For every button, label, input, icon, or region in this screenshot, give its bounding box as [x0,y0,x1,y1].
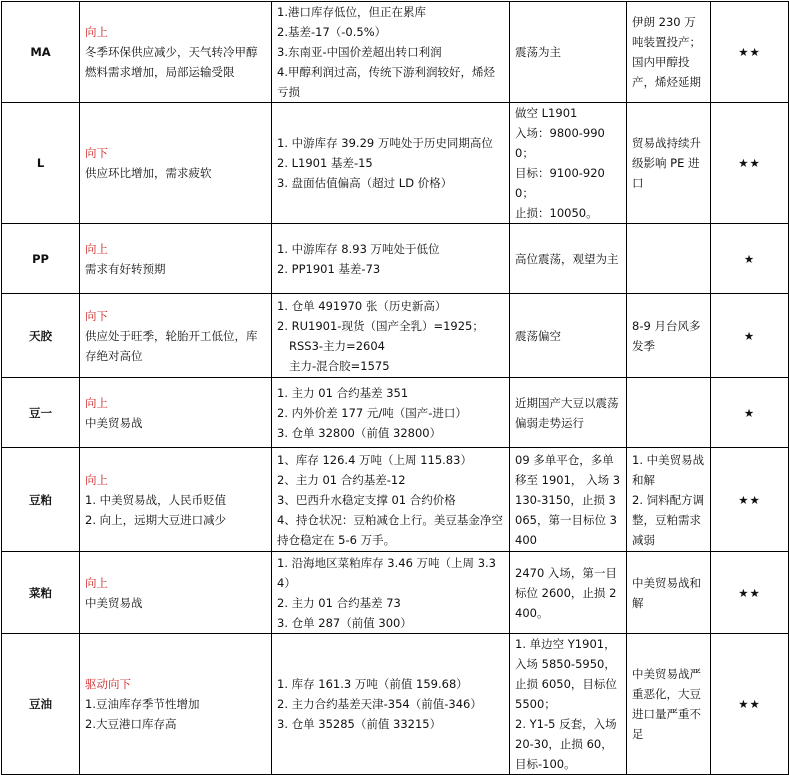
strategy-cell [510,448,627,552]
direction-label: 驱动向下 [85,677,131,691]
direction-cell [80,2,272,103]
direction-label: 向上 [85,472,108,487]
direction-cell [80,224,272,294]
risk-line: 伊朗 230 万吨装置投产；国内甲醇投产，烯烃延期 [632,15,701,89]
strategy-line: 近期国产大豆以震荡偏弱走势运行 [515,395,619,430]
fundamentals-cell [272,378,510,448]
reason-line: 中美贸易战 [85,595,143,610]
fundamental-line: 3. 仓单 287（前值 300） [277,615,412,630]
reason-line: 2. 向上，远期大豆进口减少 [85,512,227,527]
reason-line: 2.大豆港口库存高 [85,717,177,731]
fundamentals-cell [272,224,510,294]
strategy-line: 目标：9100-9200； [515,166,605,200]
strategy-line: 2470 入场，第一目标位 2600，止损 2400。 [515,565,617,620]
rating-stars: ★ [711,378,789,448]
strategy-cell [510,2,627,103]
direction-cell [80,103,272,224]
fundamental-line: 3、巴西升水稳定支撑 01 合约价格 [277,492,456,507]
direction-label: 向上 [85,395,108,410]
rating-stars: ★★ [711,2,789,103]
fundamentals-cell [272,634,510,775]
direction-label: 向下 [85,146,108,160]
fundamental-line: 2. L1901 基差-15 [277,156,373,170]
fundamental-line: 2、主力 01 合约基差-12 [277,472,406,487]
risk-line: 中美贸易战严重恶化，大豆进口量严重不足 [632,667,701,741]
reason-line: 冬季环保供应减少，天气转冷甲醇燃料需求增加，局部运输受限 [85,45,258,79]
risk-cell [627,224,711,294]
strategy-line: 1. 单边空 Y1901，入场 5850-5950，止损 6050，目标位 5500； [515,637,617,711]
risk-line: 中美贸易战和解 [632,575,701,610]
commodity-name: 豆粕 [2,448,80,552]
rating-stars: ★★ [711,103,789,224]
commodity-name: 天胶 [2,294,80,378]
table-row [2,294,789,378]
direction-cell [80,634,272,775]
risk-line: 1. 中美贸易战和解 [632,452,705,487]
fundamental-line: 1. 仓单 491970 张（历史新高） [277,298,447,313]
risk-cell [627,294,711,378]
rating-stars: ★ [711,294,789,378]
strategy-cell [510,103,627,224]
strategy-cell [510,634,627,775]
fundamental-line: 主力-混合胶=1575 [289,358,390,373]
strategy-line: 震荡偏空 [515,328,561,343]
fundamental-line: 4.甲醇利润过高，传统下游利润较好，烯烃亏损 [277,65,495,99]
reason-line: 1. 中美贸易战，人民币贬值 [85,492,227,507]
fundamental-line: 3. 仓单 32800（前值 32800） [277,425,442,440]
risk-cell [627,634,711,775]
direction-cell [80,294,272,378]
table-row [2,634,789,775]
reason-line: 1.豆油库存季节性增加 [85,697,200,711]
fundamental-line: 1.港口库存低位，但正在累库 [277,5,426,19]
strategy-cell [510,224,627,294]
fundamental-line: 1. 中游库存 39.29 万吨处于历史同期高位 [277,136,493,150]
commodity-name: PP [2,224,80,294]
fundamental-line: 1. 主力 01 合约基差 351 [277,385,409,400]
table-row [2,2,789,103]
strategy-line: 做空 L1901 [515,106,578,120]
fundamental-line: 1. 中游库存 8.93 万吨处于低位 [277,241,440,256]
fundamental-line: 2. 主力 01 合约基差 73 [277,595,401,610]
direction-label: 向上 [85,241,108,256]
reason-line: 供应处于旺季，轮胎开工低位，库存绝对高位 [85,328,258,363]
risk-line: 8-9 月台风多发季 [632,318,701,353]
reason-line: 供应环比增加，需求疲软 [85,166,212,180]
commodity-name: L [2,103,80,224]
strategy-line: 2. Y1-5 反套，入场 20-30，止损 60，目标-100。 [515,717,617,771]
rating-stars: ★ [711,224,789,294]
direction-label: 向上 [85,25,108,39]
fundamental-line: 2. 内外价差 177 元/吨（国产-进口） [277,405,467,420]
fundamental-line: 1. 库存 161.3 万吨（前值 159.68） [277,677,468,691]
risk-line: 2. 饲料配方调整，豆粕需求减弱 [632,492,705,547]
rating-stars: ★★ [711,634,789,775]
direction-label: 向上 [85,575,108,590]
risk-cell [627,378,711,448]
strategy-cell [510,294,627,378]
strategy-cell [510,378,627,448]
fundamentals-cell [272,294,510,378]
fundamental-line: 1、库存 126.4 万吨（上周 115.83） [277,452,472,467]
risk-cell [627,448,711,552]
futures-strategy-table [1,1,789,775]
rating-stars: ★★ [711,552,789,634]
fundamentals-cell [272,552,510,634]
fundamental-line: 2. PP1901 基差-73 [277,261,381,276]
strategy-line: 止损：10050。 [515,206,598,220]
fundamental-line: 3.东南亚-中国价差超出转口利润 [277,45,442,59]
commodity-name: 豆油 [2,634,80,775]
strategy-line: 09 多单平仓，多单移至 1901， 入场 3130-3150，止损 3065，第一目标位 3400 [515,452,621,547]
fundamental-line: RSS3-主力=2604 [289,338,385,353]
table-row [2,224,789,294]
rating-stars: ★★ [711,448,789,552]
fundamental-line: 3. 仓单 35285（前值 33215） [277,717,442,731]
risk-cell [627,2,711,103]
strategy-line: 高位震荡，观望为主 [515,251,619,266]
fundamental-line: 3. 盘面估值偏高（超过 LD 价格） [277,176,453,190]
reason-line: 需求有好转预期 [85,261,166,276]
fundamentals-cell [272,448,510,552]
table-row [2,448,789,552]
fundamentals-cell [272,2,510,103]
direction-cell [80,552,272,634]
fundamental-line: 1. 沿海地区菜粕库存 3.46 万吨（上周 3.34） [277,555,496,590]
risk-line: 贸易战持续升级影响 PE 进口 [632,136,701,190]
direction-label: 向下 [85,308,108,323]
table-row [2,378,789,448]
strategy-line: 入场：9800-9900； [515,126,605,160]
fundamental-line: 4、持仓状况：豆粕减仓上行。美豆基金净空持仓稳定在 5-6 万手。 [277,512,503,547]
direction-cell [80,448,272,552]
fundamental-line: 2. 主力合约基差天津-354（前值-346） [277,697,482,711]
commodity-name: 豆一 [2,378,80,448]
strategy-cell [510,552,627,634]
fundamental-line: 2.基差-17（-0.5%） [277,25,387,39]
strategy-line: 震荡为主 [515,45,561,59]
risk-cell [627,103,711,224]
commodity-name: MA [2,2,80,103]
fundamentals-cell [272,103,510,224]
risk-cell [627,552,711,634]
reason-line: 中美贸易战 [85,415,143,430]
commodity-name: 菜粕 [2,552,80,634]
direction-cell [80,378,272,448]
table-row [2,552,789,634]
fundamental-line: 2. RU1901-现货（国产全乳）=1925； [277,318,484,333]
table-row [2,103,789,224]
